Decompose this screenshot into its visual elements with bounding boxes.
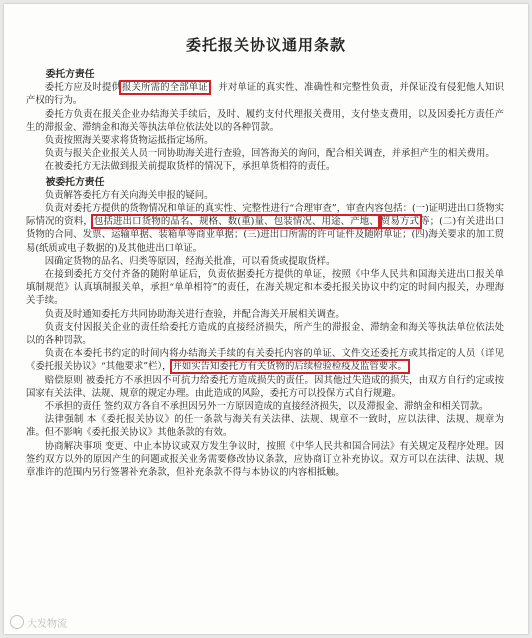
client-para-1-text-a: 委托方应及时提供 — [44, 82, 122, 94]
document-page — [4, 4, 528, 634]
agent-para-5: 负责及时通知委托方共同协助海关进行查验，并配合海关开展相关调查。 — [44, 308, 345, 320]
agent-para-2-text-b: 等；(二)有关进出口货物的合同、发票、运输单据、装箱单等商业单据；(三)进出口所需的许可证件及随附单证；(四)海关要求的加工贸易(纸质或电子数据的)及其他进出口单证。 — [26, 216, 504, 254]
agent-para-7 — [26, 347, 504, 373]
highlight-inspection-requirements: 并如实告知委托方有关货物的后续检验检疫及监管要求。 — [172, 361, 407, 373]
misc-para-legal: 法律强制 本《委托报关协议》的任一条款与海关有关法律、法规、规章不一致时，应以法律、法规、规章为准。但不影响《委托报关协议》其他条款的有效。 — [26, 414, 504, 439]
heading-client-responsibility: 委托方责任 — [45, 69, 95, 80]
watermark — [10, 615, 67, 630]
agent-para-2 — [26, 202, 504, 255]
client-para-2: 委托方负责在报关企业办结海关手续后，及时、履约支付代理报关费用，支付垫支费用，以及因委托方责任产生的滞报金、滞纳金和海关等执法单位依法处以的各种罚款。 — [26, 108, 504, 133]
client-para-3: 负责按照海关要求将货物运抵指定场所。 — [44, 135, 214, 147]
watermark-text: 大发物流 — [27, 619, 67, 630]
client-para-1-text-b: ，并对单证的真实性、准确性和完整性负责，并保证没有侵犯他人知识产权的行为。 — [26, 82, 504, 107]
client-para-4: 负责与报关企业报关人员一同协助海关进行查验，回答海关的询问，配合相关调查，并承担产生的相关费用。 — [44, 148, 495, 160]
agent-para-3: 因确定货物的品名、归类等原因，经海关批准，可以看货或提取货样。 — [44, 255, 336, 267]
misc-para-negotiation: 协商解决事项 变更、中止本协议或双方发生争议时，按照《中华人民共和国合同法》有关规定及程序处理。因签约双方以外的原因产生的问题或报关业务需要修改协议条款，应协商订立补充协议。双方可以在法律、法规、规章准许的范围内另行签署补充条款，但补充条款不得与本协议的内容相抵触。 — [26, 440, 504, 479]
highlight-goods-details: 包括进出口货物的品名、规格、数(重)量、包装情况、用途、产地、 — [93, 216, 379, 228]
highlight-all-documents: 报关所需的全部单证 — [122, 82, 208, 94]
misc-para-exemption: 不承担的责任 签约双方各自不承担因另外一方原因造成的直接经济损失，以及滞报金、滞纳金和相关罚款。 — [44, 401, 489, 413]
agent-para-6: 负责支付因报关企业的责任给委托方造成的直接经济损失，所产生的滞报金、滞纳金和海关等执法单位依法处以的各种罚款。 — [26, 321, 504, 347]
agent-para-7-text-a: 负责在本委托书约定的时间内将办结海关手续的有关委托内容的单证、文件交还委托方或其指定的人员（详见《委托报关协议》“其他要求”栏）， — [26, 348, 504, 373]
heading-agent-responsibility: 被委托方责任 — [45, 176, 105, 188]
client-para-1 — [26, 81, 504, 107]
client-para-5: 在被委托方无法做到报关前提取货样的情况下，承担单货相符的责任。 — [44, 161, 336, 173]
document-body — [26, 66, 504, 479]
agent-para-1: 负责解答委托方有关向海关申报的疑问。 — [44, 189, 214, 201]
agent-para-4: 在接到委托方交付齐备的随附单证后，负责依据委托方提供的单证，按照《中华人民共和国海关进出口报关单填制规范》认真填制报关单，承担“单单相符”的责任，在海关规定和本委托报关协议中约定的时间内报关，办理海关手续。 — [26, 269, 504, 307]
highlight-trade-mode: 贸易方式 — [380, 216, 420, 228]
watermark-logo-icon — [10, 615, 24, 629]
agent-para-2-text-a: 负责对委托方提供的货物情况和单证的真实性、完整性进行“合理审查”，审查内容包括：(一)证明进出口货物实际情况的资料， — [26, 203, 504, 228]
document-title: 委托报关协议通用条款 — [185, 36, 346, 54]
misc-para-compensation: 赔偿原则 被委托方不承担因不可抗力给委托方造成损失的责任。因其他过失造成的损失，由双方自行约定或按国家有关法律、法规、规章的规定办理。由此造成的风险，委托方可以投保方式自行规避。 — [26, 374, 504, 399]
